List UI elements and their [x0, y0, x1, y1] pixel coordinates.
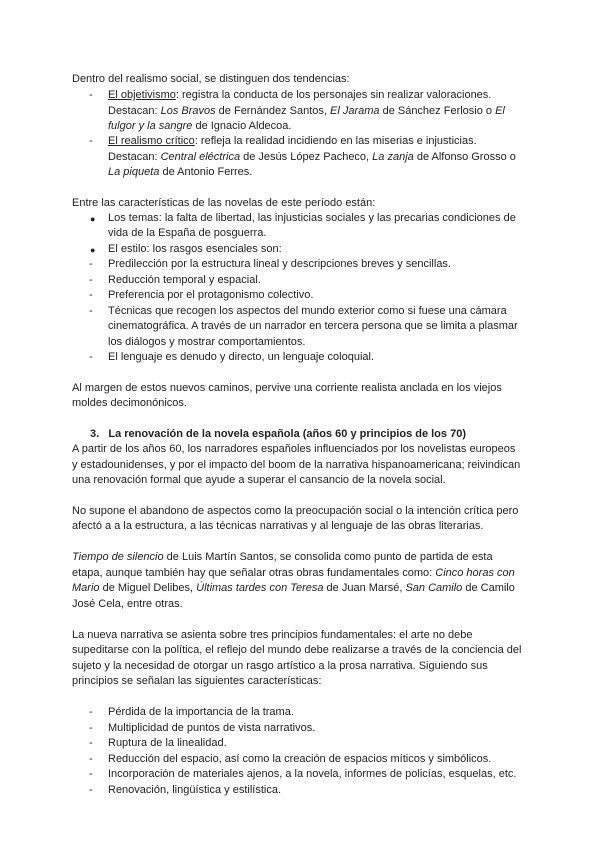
work-title: Los Bravos: [160, 105, 216, 117]
intro-paragraph: Dentro del realismo social, se distinguen dos tendencias:: [72, 73, 350, 85]
list-item: El estilo: los rasgos esenciales son:: [108, 243, 282, 255]
list-item-continuation: [108, 104, 533, 120]
list-marker: -: [89, 737, 93, 749]
list-item: [108, 134, 533, 150]
work-author: de Fernández Santos,: [215, 105, 330, 117]
paragraph-line: José Cela, entre otras.: [72, 598, 183, 610]
paragraph-line: [72, 550, 532, 566]
list-item: Multiplicidad de puntos de vista narrativos.: [108, 722, 316, 734]
paragraph-line: y estadounidenses, y por el impacto del boom de la narrativa hispanoamericana; reivindican: [72, 459, 521, 471]
list-item: Renovación, lingüística y estilística.: [108, 784, 282, 796]
list-item-continuation: cinematográfica. A través de un narrador en tercera persona que se limita a plasmar: [108, 320, 518, 332]
list-item: Reducción temporal y espacial.: [108, 274, 261, 286]
list-marker: -: [89, 135, 93, 147]
text-run: de Miguel Delibes,: [99, 582, 197, 594]
term-realismo-critico: El realismo crítico: [108, 135, 195, 147]
paragraph-line: una renovación formal que ayude a superar el cansancio de la novela social.: [72, 474, 446, 486]
paragraph-line: supeditarse con la política, el reflejo del mundo debe realizarse a través de la conciencia del: [72, 644, 522, 656]
text-run: de Juan Marsé,: [323, 582, 406, 594]
destacan-label: Destacan:: [108, 151, 161, 163]
term-desc: : refleja la realidad incidiendo en las miserias e injusticias.: [194, 135, 477, 147]
list-marker: -: [89, 351, 93, 363]
list-item: Incorporación de materiales ajenos, a la novela, informes de policías, esquelas, etc.: [108, 768, 517, 780]
text-run: de Camilo: [462, 582, 515, 594]
paragraph-line: [72, 581, 532, 597]
work-title: La zanja: [372, 151, 414, 163]
paragraph-line: No supone el abandono de aspectos como la preocupación social o la intención crítica pero: [72, 505, 519, 517]
work-title: Cinco horas con: [435, 567, 515, 579]
term-desc: : registra la conducta de los personajes sin realizar valoraciones.: [175, 89, 492, 101]
list-item-continuation: [108, 150, 533, 166]
list-marker: -: [89, 305, 93, 317]
list-item: Predilección por la estructura lineal y descripciones breves y sencillas.: [108, 258, 451, 270]
work-author: de Alfonso Grosso o: [413, 151, 516, 163]
paragraph-line: A partir de los años 60, los narradores españoles influenciados por los novelistas europeos: [72, 443, 516, 455]
list-item: Ruptura de la linealidad.: [108, 737, 227, 749]
list-item: Reducción del espacio, así como la creación de espacios míticos y simbólicos.: [108, 753, 492, 765]
list-marker: -: [89, 89, 93, 101]
list-marker: -: [89, 289, 93, 301]
paragraph-line: La nueva narrativa se asienta sobre tres principios fundamentales: el arte no debe: [72, 629, 473, 641]
work-title: El: [495, 105, 505, 117]
section-number: 3.: [90, 428, 100, 440]
paragraph-line: principios se señalan las siguientes características:: [72, 675, 322, 687]
list-item: [108, 88, 533, 104]
work-title: La piqueta: [108, 166, 160, 178]
work-title: Últimas tardes con Teresa: [196, 582, 324, 594]
list-marker: -: [89, 768, 93, 780]
work-author: de Antonio Ferres.: [159, 166, 253, 178]
paragraph-line: afectó a a la estructura, a las técnicas narrativas y al lenguaje de las obras literarias.: [72, 520, 484, 532]
work-author: de Jesús López Pacheco,: [240, 151, 373, 163]
list-marker: -: [89, 706, 93, 718]
bullet-marker: ●: [90, 245, 96, 255]
destacan-label: Destacan:: [108, 105, 161, 117]
work-author: de Sánchez Ferlosio o: [379, 105, 496, 117]
caracteristicas-intro: Entre las características de las novelas de este período están:: [72, 197, 376, 209]
paragraph-line: [72, 566, 532, 582]
bullet-marker: ●: [90, 214, 96, 224]
list-item: Preferencia por el protagonismo colectivo.: [108, 289, 314, 301]
work-title: El Jarama: [329, 105, 380, 117]
section-heading: [90, 427, 530, 443]
paragraph-line: moldes decimonónicos.: [72, 397, 187, 409]
section-title: La renovación de la novela española (años 60 y principios de los 70): [108, 428, 466, 440]
work-author: de Ignacio Aldecoa.: [192, 120, 292, 132]
list-item-continuation: [108, 119, 533, 135]
work-title: Mario: [72, 582, 100, 594]
list-item: Técnicas que recogen los aspectos del mundo exterior como si fuese una cámara: [108, 305, 507, 317]
list-marker: -: [89, 274, 93, 286]
list-marker: -: [89, 784, 93, 796]
list-item: Pérdida de la importancia de la trama.: [108, 706, 294, 718]
list-item-continuation: vida de la España de posguerra.: [108, 227, 267, 239]
list-marker: -: [89, 753, 93, 765]
list-item: Los temas: la falta de libertad, las injusticias sociales y las precarias condiciones de: [108, 212, 516, 224]
text-run: etapa, aunque también hay que señalar otras obras fundamentales como:: [72, 567, 436, 579]
list-marker: -: [89, 722, 93, 734]
list-item-continuation: [108, 165, 533, 181]
paragraph-line: Al margen de estos nuevos caminos, pervive una corriente realista anclada en los viejos: [72, 382, 502, 394]
term-objetivismo: El objetivismo: [108, 89, 176, 101]
paragraph-line: sujeto y la necesidad de otorgar un rasgo artístico a la prosa narrativa. Siguiendo sus: [72, 660, 488, 672]
work-title: Tiempo de silencio: [72, 551, 164, 563]
list-marker: -: [89, 258, 93, 270]
work-title: fulgor y la sangre: [108, 120, 193, 132]
work-title: San Camilo: [405, 582, 463, 594]
list-item: El lenguaje es denudo y directo, un lenguaje coloquial.: [108, 351, 375, 363]
list-item-continuation: los diálogos y mostrar comportamientos.: [108, 336, 306, 348]
work-title: Central eléctrica: [160, 151, 241, 163]
text-run: de Luis Martín Santos, se consolida como punto de partida de esta: [163, 551, 493, 563]
